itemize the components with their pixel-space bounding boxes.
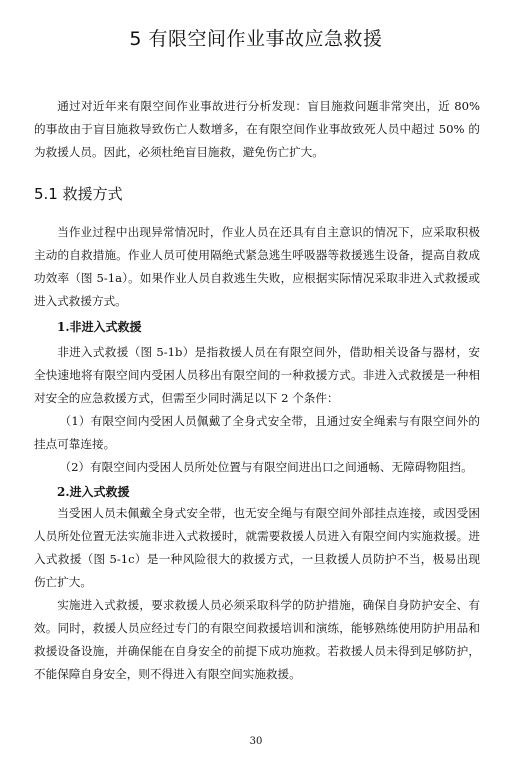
condition-2: （2）有限空间内受困人员所处位置与有限空间进出口之间通畅、无障碍物阻挡。 (59, 460, 473, 474)
section-title: 5.1 救援方式 (34, 185, 123, 203)
intro-paragraph: 通过对近年来有限空间作业事故进行分析发现：盲目施救问题非常突出，近 80% 的事故由于盲目施救导致伤亡人数增多，在有限空间作业事故致死人员中超过 50% 的为救援人员。因此，必须杜绝盲目施救，避免伤亡扩大。 (34, 99, 480, 159)
entry-rescue-paragraph-2: 实施进入式救援，要求救援人员必须采取科学的防护措施，确保自身防护安全、有效。同时，救援人员应经过专门的有限空间救援培训和演练，能够熟练使用防护用品和救援设备设施，并确保能在自身安全的前提下成功施救。若救援人员未得到足够防护，不能保障自身安全，则不得进入有限空间实施救援。 (34, 598, 480, 681)
subheading-entry-rescue: 2.进入式救援 (57, 485, 130, 499)
non-entry-rescue-paragraph: 非进入式救援（图 5-1b）是指救援人员在有限空间外，借助相关设备与器材，安全快速地将有限空间内受困人员移出有限空间的一种救援方式。非进入式救援是一种相对安全的应急救援方式，但需至少同时满足以下 2 个条件： (34, 345, 480, 405)
condition-1: （1）有限空间内受困人员佩戴了全身式安全带，且通过安全绳索与有限空间外的挂点可靠连接。 (34, 414, 480, 451)
subheading-non-entry-rescue: 1.非进入式救援 (57, 320, 142, 334)
entry-rescue-paragraph: 当受困人员未佩戴全身式安全带，也无安全绳与有限空间外部挂点连接，或因受困人员所处位置无法实施非进入式救援时，就需要救援人员进入有限空间内实施救援。进入式救援（图 5-1c）是一种风险很大的救援方式，一旦救援人员防护不当，极易出现伤亡扩大。 (34, 506, 480, 589)
page-number: 30 (249, 736, 263, 747)
section-paragraph-1: 当作业过程中出现异常情况时，作业人员在还具有自主意识的情况下，应采取积极主动的自救措施。作业人员可使用隔绝式紧急逃生呼吸器等救援逃生设备，提高自救成功效率（图 5-1a）。如果作业人员自救逃生失败，应根据实际情况采取非进入式救援或进入式救援方式。 (34, 225, 480, 308)
chapter-title: 5 有限空间作业事故应急救援 (129, 28, 383, 50)
